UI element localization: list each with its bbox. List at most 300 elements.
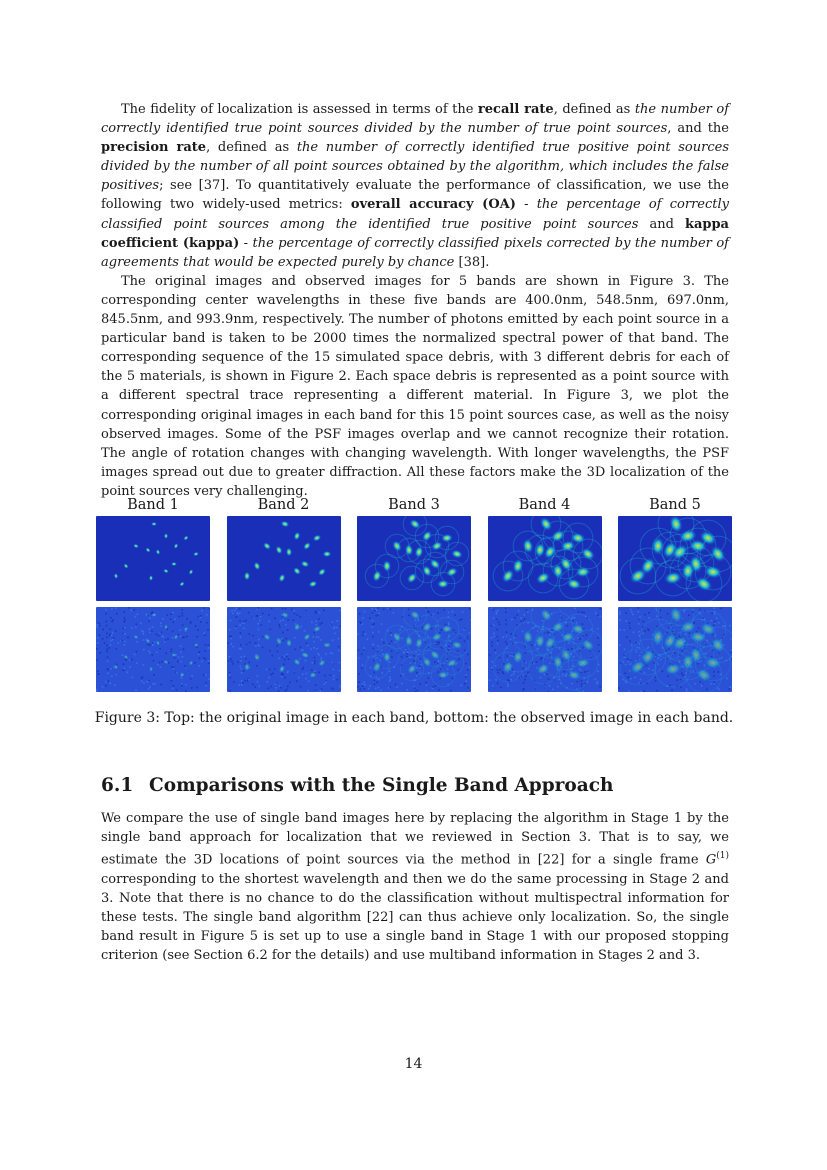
noise-speck <box>631 645 633 647</box>
noise-speck <box>269 629 271 631</box>
noise-speck <box>270 674 272 676</box>
noise-speck <box>332 669 334 671</box>
noise-speck <box>124 611 126 613</box>
noise-speck <box>362 685 364 687</box>
noise-speck <box>381 672 383 674</box>
noise-speck <box>548 685 550 687</box>
noise-speck <box>124 633 126 635</box>
noise-speck <box>149 686 151 688</box>
noise-speck <box>241 622 243 624</box>
noise-speck <box>464 640 466 642</box>
noise-speck <box>206 614 208 616</box>
term-overall-accuracy: overall accuracy (OA) <box>350 197 516 213</box>
noise-speck <box>160 632 162 634</box>
noise-speck <box>652 669 654 671</box>
noise-speck <box>299 616 301 618</box>
noise-speck <box>401 656 403 658</box>
noise-speck <box>248 662 250 664</box>
noise-speck <box>289 682 291 684</box>
noise-speck <box>563 671 565 673</box>
noise-speck <box>238 612 240 614</box>
noise-speck <box>711 620 713 622</box>
noise-speck <box>625 664 627 666</box>
noise-speck <box>359 621 361 623</box>
noise-speck <box>185 690 187 692</box>
noise-speck <box>314 660 316 662</box>
noise-speck <box>597 628 599 630</box>
text-span: , defined as <box>206 140 297 156</box>
noise-speck <box>405 649 407 651</box>
noise-speck <box>638 623 640 625</box>
noise-speck <box>510 674 512 676</box>
noise-speck <box>240 668 242 670</box>
noise-speck <box>572 617 574 619</box>
noise-speck <box>638 611 640 613</box>
noise-speck <box>660 617 662 619</box>
original-image <box>227 516 341 601</box>
noise-speck <box>584 671 586 673</box>
noise-speck <box>643 621 645 623</box>
noise-speck <box>206 622 208 624</box>
noise-speck <box>185 667 187 669</box>
noise-speck <box>495 611 497 613</box>
noise-speck <box>427 636 429 638</box>
noise-speck <box>363 631 365 633</box>
noise-speck <box>416 675 418 677</box>
text-span: corresponding to the shortest wavelength and then we do the same processing in Stage 2 and 3. Note that there is no chance to do the classification without multispectral information for these tests. The single band algorithm [22] can thus achieve only localization. So, the single band result in Figure 5 is set up to use a single band in Stage 1 with our proposed stopping criterion (see Section 6.2 for the details) and use multiband information in Stages 2 and 3. <box>101 871 729 963</box>
noise-speck <box>275 682 277 684</box>
noise-speck <box>252 618 254 620</box>
noise-speck <box>438 689 440 691</box>
noise-speck <box>714 613 716 615</box>
noise-speck <box>248 633 250 635</box>
noise-speck <box>714 607 716 609</box>
noise-speck <box>511 619 513 621</box>
noise-speck <box>177 661 179 663</box>
noise-speck <box>372 612 374 614</box>
noise-speck <box>241 680 243 682</box>
noise-speck <box>393 612 395 614</box>
noise-speck <box>596 681 598 683</box>
noise-speck <box>590 628 592 630</box>
noise-speck <box>333 675 335 677</box>
noise-speck <box>552 689 554 691</box>
noise-speck <box>496 669 498 671</box>
noise-speck <box>295 680 297 682</box>
noise-speck <box>566 625 568 627</box>
noise-speck <box>171 648 173 650</box>
text-span: ; see [37]. To quantitatively evaluate the performance of classification, we use the following two widely-used metrics: <box>101 178 729 213</box>
paragraph-metrics <box>101 100 729 272</box>
noise-speck <box>580 671 582 673</box>
noise-speck <box>461 618 463 620</box>
noise-speck <box>171 666 173 668</box>
noise-speck <box>110 644 112 646</box>
noise-speck <box>194 662 196 664</box>
noise-speck <box>363 682 365 684</box>
original-image <box>357 516 471 601</box>
noise-speck <box>465 676 467 678</box>
noise-speck <box>111 621 113 623</box>
noise-speck <box>432 688 434 690</box>
noise-speck <box>377 614 379 616</box>
noise-speck <box>497 640 499 642</box>
noise-speck <box>549 634 551 636</box>
noise-speck <box>598 650 600 652</box>
noise-speck <box>495 619 497 621</box>
noise-speck <box>415 651 417 653</box>
noise-speck <box>633 632 635 634</box>
noise-speck <box>497 610 499 612</box>
noise-speck <box>469 608 471 610</box>
noise-speck <box>505 631 507 633</box>
noise-speck <box>713 681 715 683</box>
noise-speck <box>428 677 430 679</box>
noise-speck <box>198 654 200 656</box>
noise-speck <box>149 632 151 634</box>
noise-speck <box>99 634 101 636</box>
noise-speck <box>370 667 372 669</box>
noise-speck <box>108 647 110 649</box>
noise-speck <box>686 690 688 692</box>
original-image-svg <box>357 516 471 601</box>
noise-speck <box>246 680 248 682</box>
noise-speck <box>173 621 175 623</box>
noise-speck <box>372 620 374 622</box>
noise-speck <box>374 684 376 686</box>
text-span: - <box>515 197 537 213</box>
noise-speck <box>522 689 524 691</box>
noise-speck <box>639 655 641 657</box>
noise-speck <box>597 671 599 673</box>
noise-speck <box>96 648 98 650</box>
band-column <box>227 494 341 692</box>
noise-speck <box>199 657 201 659</box>
noise-speck <box>201 610 203 612</box>
noise-speck <box>115 630 117 632</box>
noise-speck <box>656 690 658 692</box>
noise-speck <box>507 683 509 685</box>
noise-speck <box>207 629 209 631</box>
noise-speck <box>137 614 139 616</box>
noise-speck <box>279 687 281 689</box>
noise-speck <box>116 613 118 615</box>
noise-speck <box>488 679 490 681</box>
text-span: , defined as <box>553 102 635 117</box>
noise-speck <box>112 639 114 641</box>
noise-speck <box>154 683 156 685</box>
noise-speck <box>181 685 183 687</box>
noise-speck <box>660 610 662 612</box>
noise-speck <box>252 635 254 637</box>
noise-speck <box>395 684 397 686</box>
band-column <box>488 494 602 692</box>
observed-image-svg <box>227 607 341 692</box>
noise-speck <box>626 682 628 684</box>
noise-speck <box>305 673 307 675</box>
noise-speck <box>656 610 658 612</box>
noise-speck <box>105 681 107 683</box>
noise-speck <box>648 617 650 619</box>
noise-speck <box>153 674 155 676</box>
noise-speck <box>374 680 376 682</box>
noise-speck <box>426 691 428 692</box>
noise-speck <box>129 659 131 661</box>
noise-speck <box>378 613 380 615</box>
noise-speck <box>269 650 271 652</box>
noise-speck <box>97 637 99 639</box>
noise-speck <box>425 682 427 684</box>
noise-speck <box>524 679 526 681</box>
noise-speck <box>291 609 293 611</box>
noise-speck <box>245 644 247 646</box>
noise-speck <box>99 652 101 654</box>
noise-speck <box>96 659 98 661</box>
noise-speck <box>496 683 498 685</box>
noise-speck <box>110 628 112 630</box>
noise-speck <box>149 618 151 620</box>
noise-speck <box>97 642 99 644</box>
noise-speck <box>123 628 125 630</box>
noise-speck <box>116 648 118 650</box>
noise-speck <box>102 638 104 640</box>
noise-speck <box>492 609 494 611</box>
noise-speck <box>240 672 242 674</box>
noise-speck <box>313 647 315 649</box>
noise-speck <box>388 687 390 689</box>
noise-speck <box>549 663 551 665</box>
noise-speck <box>680 687 682 689</box>
noise-speck <box>639 647 641 649</box>
noise-speck <box>207 644 209 646</box>
noise-speck <box>635 677 637 679</box>
noise-speck <box>547 678 549 680</box>
noise-speck <box>365 633 367 635</box>
noise-speck <box>492 625 494 627</box>
definition-recall-rate: the number of correctly identified true point sources divided by the number of true point sources <box>101 102 730 137</box>
noise-speck <box>635 651 637 653</box>
noise-speck <box>364 684 366 686</box>
noise-speck <box>286 656 288 658</box>
noise-speck <box>112 632 114 634</box>
noise-speck <box>576 622 578 624</box>
noise-speck <box>239 632 241 634</box>
noise-speck <box>258 686 260 688</box>
noise-speck <box>700 681 702 683</box>
noise-speck <box>375 676 377 678</box>
noise-speck <box>632 614 634 616</box>
noise-speck <box>232 681 234 683</box>
noise-speck <box>467 636 469 638</box>
noise-speck <box>491 642 493 644</box>
noise-speck <box>117 642 119 644</box>
noise-speck <box>417 690 419 692</box>
noise-speck <box>123 663 125 665</box>
noise-speck <box>165 652 167 654</box>
noise-speck <box>190 622 192 624</box>
noise-speck <box>525 675 527 677</box>
noise-speck <box>285 638 287 640</box>
noise-speck <box>535 661 537 663</box>
noise-speck <box>176 689 178 691</box>
noise-speck <box>148 650 150 652</box>
noise-speck <box>282 640 284 642</box>
noise-speck <box>622 679 624 681</box>
noise-speck <box>284 677 286 679</box>
band-title: Band 1 <box>127 497 179 513</box>
noise-speck <box>239 636 241 638</box>
noise-speck <box>111 608 113 610</box>
noise-speck <box>329 674 331 676</box>
term-kappa-coefficient: kappa coefficient (kappa) <box>101 216 729 251</box>
noise-speck <box>256 665 258 667</box>
noise-speck <box>523 614 525 616</box>
noise-speck <box>127 637 129 639</box>
noise-speck <box>102 686 104 688</box>
noise-speck <box>228 672 230 674</box>
noise-speck <box>170 651 172 653</box>
noise-speck <box>640 683 642 685</box>
noise-speck <box>459 619 461 621</box>
noise-speck <box>434 661 436 663</box>
noise-speck <box>181 683 183 685</box>
noise-speck <box>467 687 469 689</box>
noise-speck <box>495 652 497 654</box>
noise-speck <box>112 619 114 621</box>
noise-speck <box>174 657 176 659</box>
noise-speck <box>527 611 529 613</box>
noise-speck <box>332 678 334 680</box>
noise-speck <box>318 618 320 620</box>
noise-speck <box>203 607 205 609</box>
noise-speck <box>272 673 274 675</box>
noise-speck <box>319 623 321 625</box>
noise-speck <box>181 661 183 663</box>
noise-speck <box>106 637 108 639</box>
noise-speck <box>505 612 507 614</box>
noise-speck <box>134 654 136 656</box>
noise-speck <box>230 658 232 660</box>
noise-speck <box>460 685 462 687</box>
noise-speck <box>185 684 187 686</box>
noise-speck <box>164 641 166 643</box>
noise-speck <box>639 616 641 618</box>
noise-speck <box>339 686 341 688</box>
noise-speck <box>240 660 242 662</box>
noise-speck <box>514 617 516 619</box>
noise-speck <box>389 671 391 673</box>
noise-speck <box>311 622 313 624</box>
noise-speck <box>96 626 98 628</box>
noise-speck <box>359 613 361 615</box>
noise-speck <box>287 686 289 688</box>
original-image-svg <box>618 516 732 601</box>
noise-speck <box>580 683 582 685</box>
noise-speck <box>389 643 391 645</box>
noise-speck <box>496 629 498 631</box>
noise-speck <box>124 641 126 643</box>
noise-speck <box>358 673 360 675</box>
noise-speck <box>143 633 145 635</box>
noise-speck <box>105 613 107 615</box>
noise-speck <box>415 691 417 692</box>
noise-speck <box>107 661 109 663</box>
noise-speck <box>133 609 135 611</box>
observed-image-svg <box>357 607 471 692</box>
noise-speck <box>205 674 207 676</box>
noise-speck <box>152 642 154 644</box>
noise-speck <box>363 647 365 649</box>
noise-speck <box>282 632 284 634</box>
figure-3 <box>96 494 732 692</box>
page-body <box>101 100 729 501</box>
noise-speck <box>124 627 126 629</box>
noise-speck <box>578 668 580 670</box>
noise-speck <box>367 638 369 640</box>
band-title: Band 4 <box>518 497 571 513</box>
noise-speck <box>500 687 502 689</box>
noise-speck <box>362 683 364 685</box>
noise-speck <box>329 652 331 654</box>
noise-speck <box>722 625 724 627</box>
noise-speck <box>364 688 366 690</box>
noise-speck <box>390 632 392 634</box>
noise-speck <box>305 643 307 645</box>
noise-speck <box>299 686 301 688</box>
noise-speck <box>504 608 506 610</box>
observed-image <box>357 607 471 692</box>
noise-speck <box>235 616 237 618</box>
noise-speck <box>232 646 234 648</box>
observed-image <box>227 607 341 692</box>
noise-speck <box>493 635 495 637</box>
noise-speck <box>114 684 116 686</box>
noise-speck <box>656 626 658 628</box>
noise-speck <box>106 645 108 647</box>
noise-speck <box>204 634 206 636</box>
noise-speck <box>283 656 285 658</box>
noise-speck <box>623 629 625 631</box>
noise-speck <box>541 620 543 622</box>
noise-speck <box>699 609 701 611</box>
noise-speck <box>172 631 174 633</box>
noise-speck <box>286 654 288 656</box>
noise-speck <box>458 659 460 661</box>
noise-speck <box>312 636 314 638</box>
noise-speck <box>655 677 657 679</box>
noise-speck <box>122 632 124 634</box>
noise-speck <box>638 631 640 633</box>
noise-speck <box>256 681 258 683</box>
noise-speck <box>315 636 317 638</box>
noise-speck <box>410 662 412 664</box>
noise-speck <box>362 634 364 636</box>
noise-speck <box>268 677 270 679</box>
original-image <box>618 516 732 601</box>
noise-speck <box>318 672 320 674</box>
noise-speck <box>197 629 199 631</box>
noise-speck <box>259 620 261 622</box>
noise-speck <box>465 680 467 682</box>
noise-speck <box>146 613 148 615</box>
panel-background <box>227 607 341 692</box>
noise-speck <box>115 674 117 676</box>
figure-caption: Figure 3: Top: the original image in each band, bottom: the observed image in each band. <box>94 710 734 726</box>
noise-speck <box>172 688 174 690</box>
noise-speck <box>339 626 340 628</box>
noise-speck <box>390 634 392 636</box>
noise-speck <box>243 656 245 658</box>
